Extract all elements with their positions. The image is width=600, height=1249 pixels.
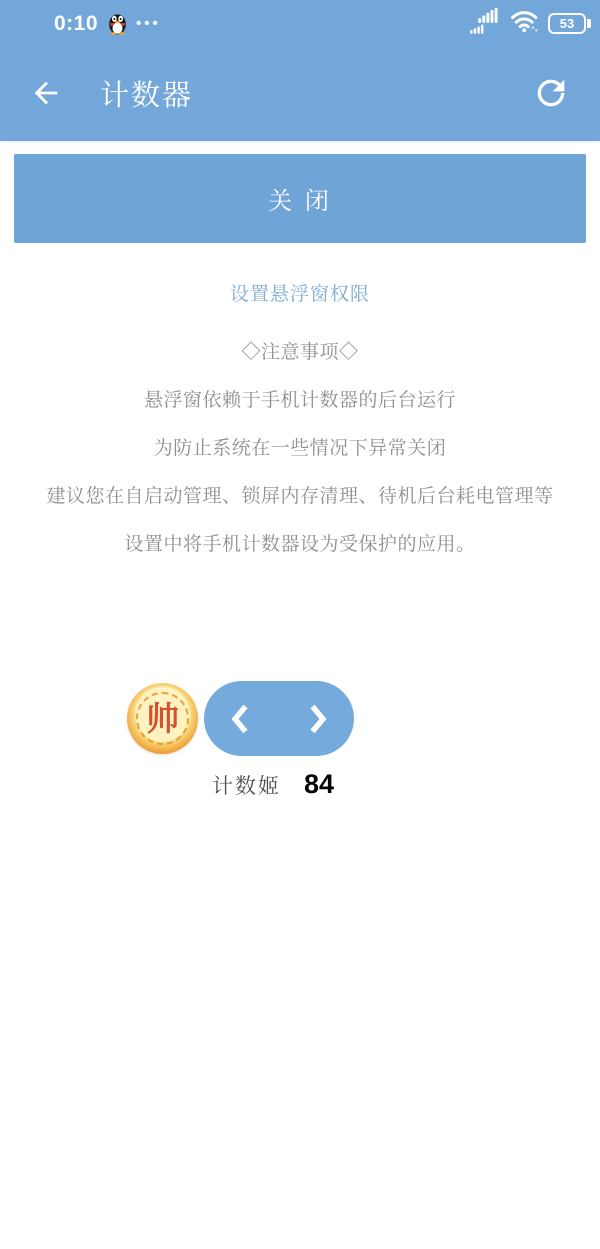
coin-character: 帅: [146, 700, 179, 737]
refresh-icon[interactable]: [530, 72, 572, 114]
status-bar: [0, 0, 600, 45]
floating-counter-preview: [127, 680, 354, 757]
notification-more-dots: •••: [136, 15, 161, 32]
notes-heading: ◇注意事项◇: [241, 342, 359, 363]
app-bar: [0, 45, 600, 141]
qq-penguin-icon: [108, 12, 127, 35]
page-title: 计数器: [100, 79, 194, 112]
note-line: 设置中将手机计数器设为受保护的应用。: [124, 534, 476, 555]
notes-section: [0, 340, 600, 580]
cellular-signal-icon: [470, 7, 501, 40]
wifi-icon: [511, 9, 538, 39]
battery-percent: 53: [559, 16, 575, 31]
chevron-left-icon[interactable]: [229, 702, 251, 736]
clock-time: 0:10: [54, 11, 99, 35]
counter-value: 84: [304, 769, 335, 799]
status-bar-right: [470, 7, 586, 40]
back-arrow-icon[interactable]: [28, 75, 64, 111]
note-line: 为防止系统在一些情况下异常关闭: [153, 438, 447, 459]
note-line: 建议您在自启动管理、锁屏内存清理、待机后台耗电管理等: [46, 486, 554, 507]
coin-widget-button[interactable]: [127, 683, 198, 754]
battery-icon: [548, 13, 586, 34]
note-line: 悬浮窗依赖于手机计数器的后台运行: [143, 390, 456, 411]
floating-window-permission-link[interactable]: 设置悬浮窗权限: [229, 284, 370, 305]
counter-stepper-pill[interactable]: [204, 681, 354, 756]
counter-name: 计数姬: [212, 775, 281, 798]
chevron-right-icon[interactable]: [307, 702, 329, 736]
counter-label-row: [212, 769, 334, 800]
close-floating-window-button[interactable]: 关 闭: [14, 154, 586, 243]
